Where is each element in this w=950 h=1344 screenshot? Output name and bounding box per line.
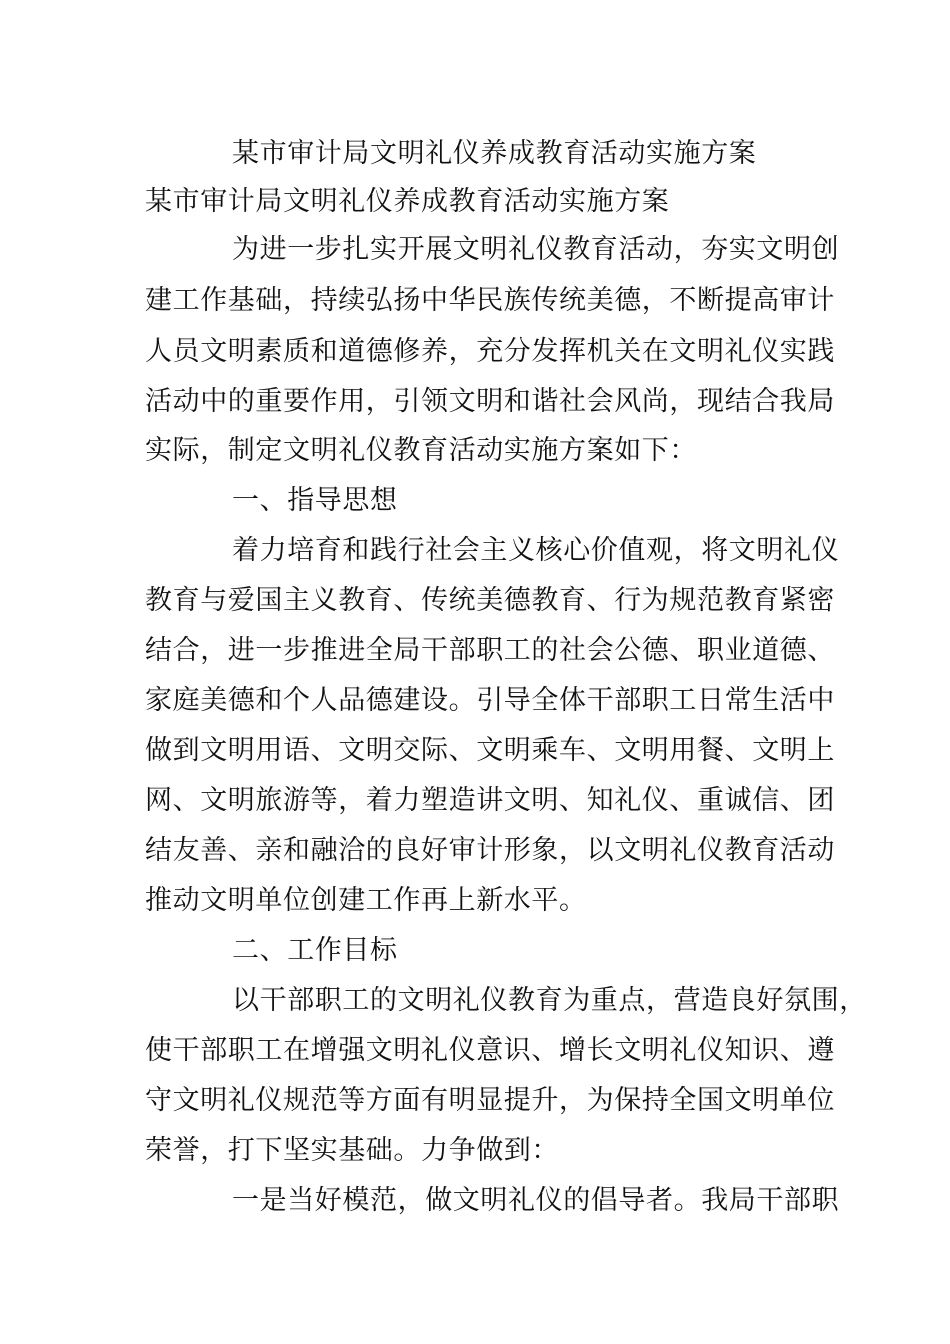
document-title: 某市审计局文明礼仪养成教育活动实施方案 xyxy=(232,138,757,169)
section-heading-1: 一、指导思想 xyxy=(232,485,398,516)
section1-line: 教育与爱国主义教育、传统美德教育、行为规范教育紧密 xyxy=(145,585,835,616)
intro-line: 实际，制定文明礼仪教育活动实施方案如下： xyxy=(145,435,697,466)
document-subtitle: 某市审计局文明礼仪养成教育活动实施方案 xyxy=(145,186,670,217)
intro-line: 建工作基础，持续弘扬中华民族传统美德，不断提高审计 xyxy=(145,285,835,316)
section1-line: 家庭美德和个人品德建设。引导全体干部职工日常生活中 xyxy=(145,685,835,716)
section1-line: 结友善、亲和融洽的良好审计形象，以文明礼仪教育活动 xyxy=(145,835,835,866)
section2-line: 荣誉，打下坚实基础。力争做到： xyxy=(145,1135,559,1166)
section2-line: 以干部职工的文明礼仪教育为重点，营造良好氛围， xyxy=(232,985,867,1016)
intro-line: 人员文明素质和道德修养，充分发挥机关在文明礼仪实践 xyxy=(145,336,835,367)
section1-line: 结合，进一步推进全局干部职工的社会公德、职业道德、 xyxy=(145,635,835,666)
section1-line: 着力培育和践行社会主义核心价值观，将文明礼仪 xyxy=(232,535,840,566)
section2-item-1: 一是当好模范，做文明礼仪的倡导者。我局干部职 xyxy=(232,1185,840,1216)
intro-line: 活动中的重要作用，引领文明和谐社会风尚，现结合我局 xyxy=(145,386,835,417)
section1-line: 做到文明用语、文明交际、文明乘车、文明用餐、文明上 xyxy=(145,735,835,766)
section2-line: 使干部职工在增强文明礼仪意识、增长文明礼仪知识、遵 xyxy=(145,1035,835,1066)
section-heading-2: 二、工作目标 xyxy=(232,935,398,966)
section1-line: 网、文明旅游等，着力塑造讲文明、知礼仪、重诚信、团 xyxy=(145,785,835,816)
section2-line: 守文明礼仪规范等方面有明显提升，为保持全国文明单位 xyxy=(145,1085,835,1116)
intro-line: 为进一步扎实开展文明礼仪教育活动，夯实文明创 xyxy=(232,234,840,265)
section1-line: 推动文明单位创建工作再上新水平。 xyxy=(145,885,587,916)
